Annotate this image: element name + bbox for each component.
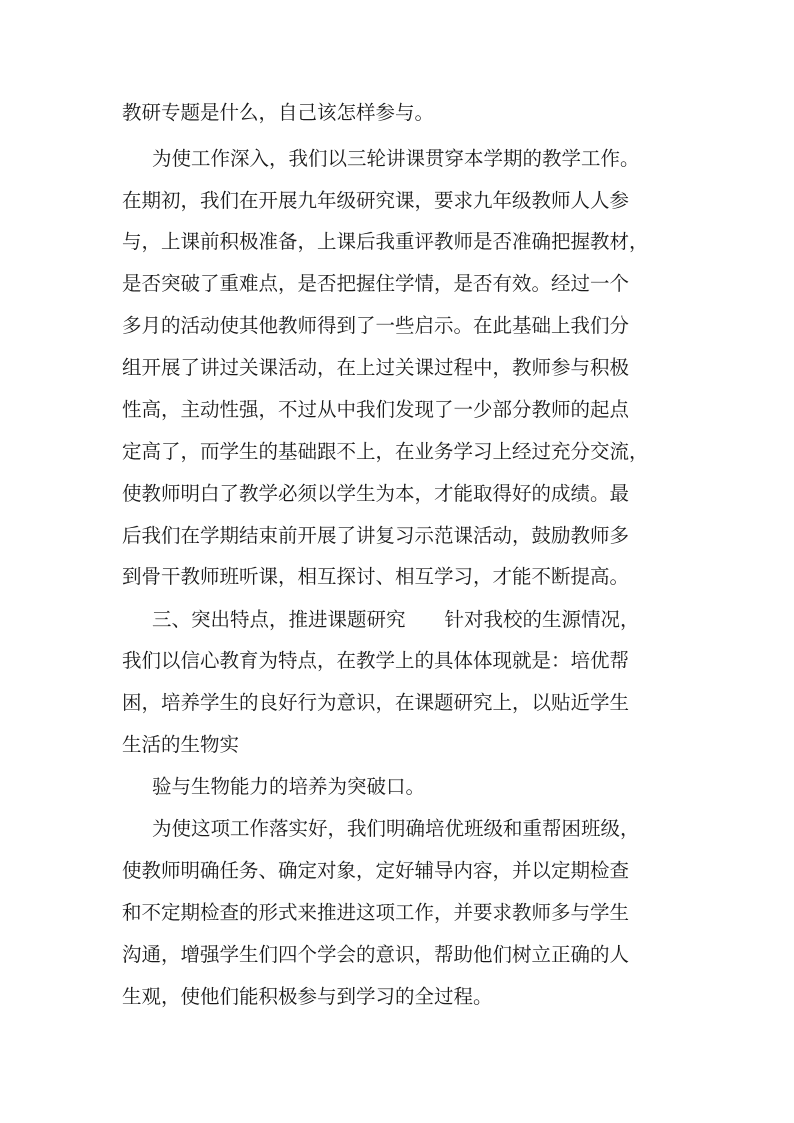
text-line-21: 沟通，增强学生们四个学会的意识，帮助他们树立正确的人 [122,943,630,966]
text-line-3: 在期初，我们在开展九年级研究课，要求九年级教师人人参 [122,189,630,212]
text-line-8: 性高，主动性强，不过从中我们发现了一少部分教师的起点 [122,398,630,421]
text-line-15: 困，培养学生的良好行为意识，在课题研究上，以贴近学生 [122,691,630,714]
text-line-22: 生观，使他们能积极参与到学习的全过程。 [122,985,493,1008]
text-line-17: 验与生物能力的培养为突破口。 [152,775,426,798]
text-line-12: 到骨干教师班听课，相互探讨、相互学习，才能不断提高。 [122,565,630,588]
text-line-2: 为使工作深入，我们以三轮讲课贯穿本学期的教学工作。 [152,147,640,170]
text-line-19: 使教师明确任务、确定对象，定好辅导内容，并以定期检查 [122,859,630,882]
text-line-5: 是否突破了重难点，是否把握住学情，是否有效。经过一个 [122,272,630,295]
section-heading-line: 三、突出特点，推进课题研究 针对我校的生源情况， [152,608,640,631]
text-line-1: 教研专题是什么，自己该怎样参与。 [122,101,435,124]
text-line-18: 为使这项工作落实好，我们明确培优班级和重帮困班级， [152,817,640,840]
text-line-4: 与，上课前积极准备，上课后我重评教师是否准确把握教材， [122,230,649,253]
text-line-7: 组开展了讲过关课活动，在上过关课过程中，教师参与积极 [122,356,630,379]
text-line-9: 定高了，而学生的基础跟不上，在业务学习上经过充分交流， [122,440,649,463]
text-line-6: 多月的活动使其他教师得到了一些启示。在此基础上我们分 [122,314,630,337]
text-line-11: 后我们在学期结束前开展了讲复习示范课活动，鼓励教师多 [122,524,630,547]
text-line-20: 和不定期检查的形式来推进这项工作，并要求教师多与学生 [122,901,630,924]
text-line-10: 使教师明白了教学必须以学生为本，才能取得好的成绩。最 [122,482,630,505]
text-line-14: 我们以信心教育为特点，在教学上的具体体现就是：培优帮 [122,649,630,672]
text-line-16: 生活的生物实 [122,733,240,756]
